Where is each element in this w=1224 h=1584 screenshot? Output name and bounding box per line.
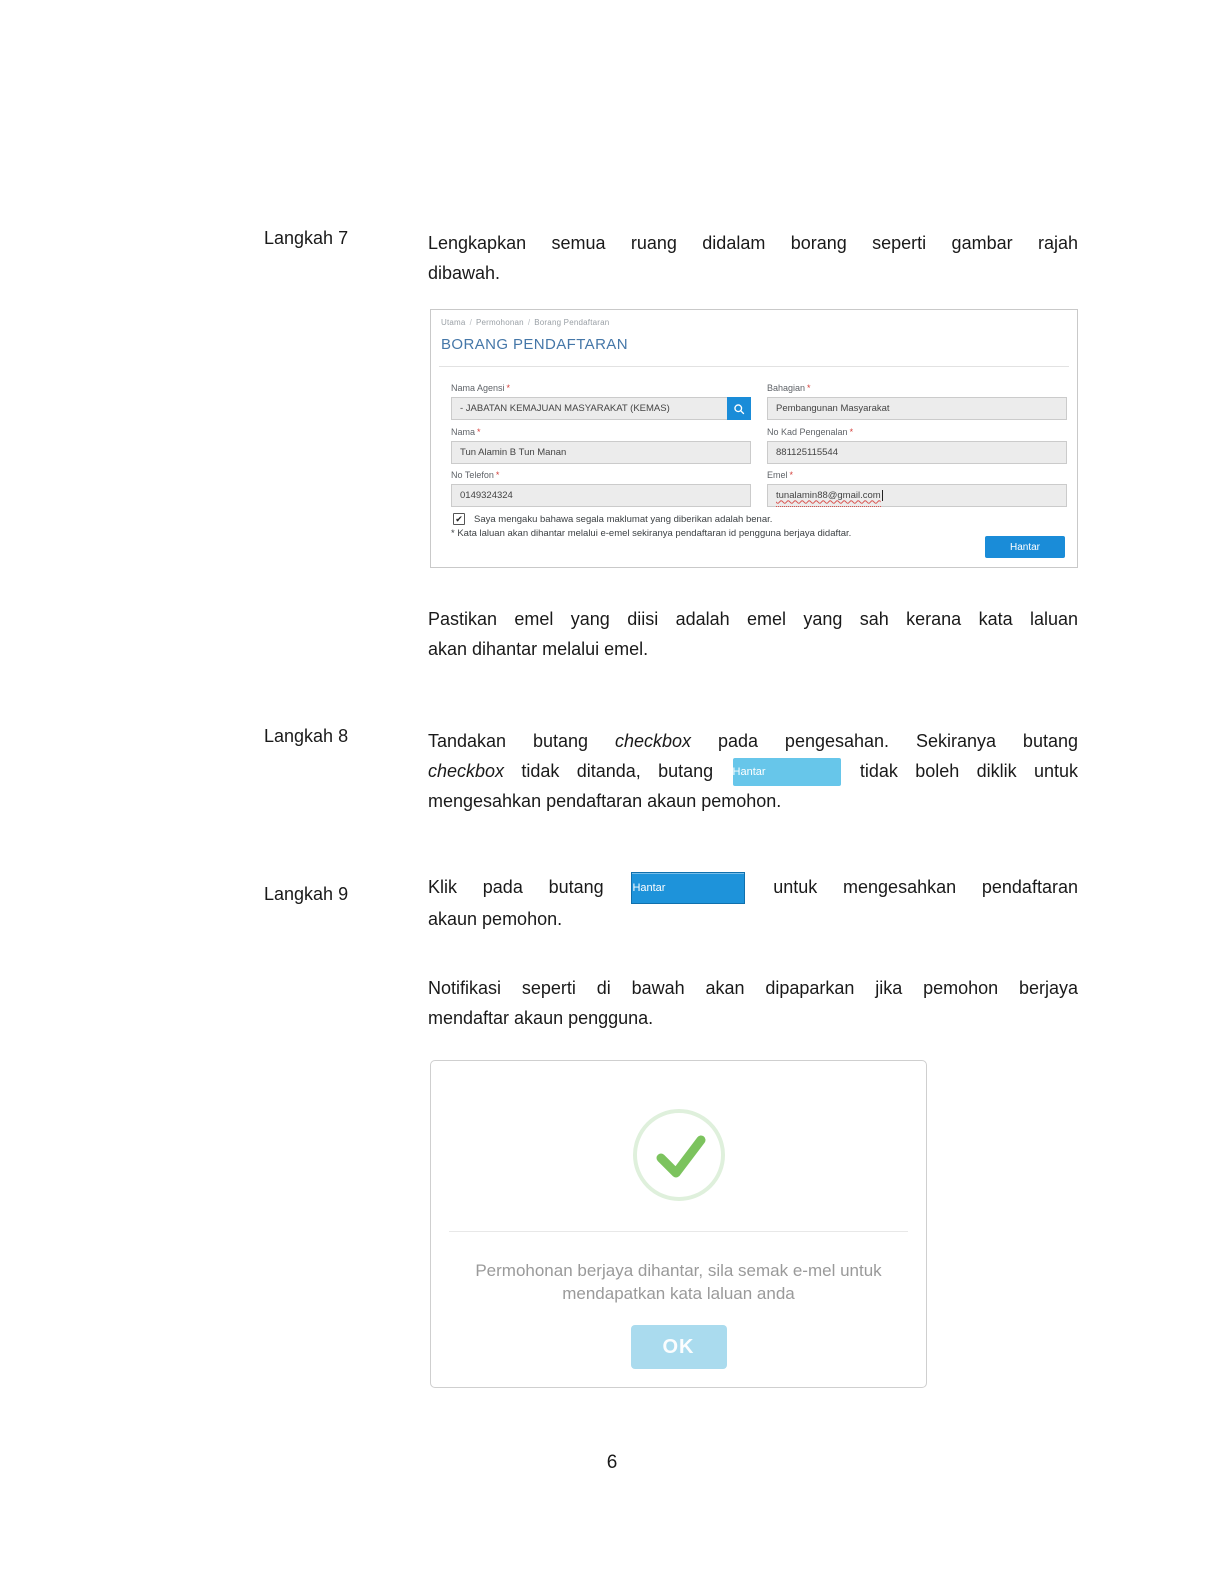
notification-note-line1: Notifikasi seperti di bawah akan dipaparkan jika pemohon berjaya — [428, 978, 1078, 998]
nama-input[interactable]: Tun Alamin B Tun Manan — [451, 441, 751, 464]
notification-note — [428, 973, 1078, 1033]
search-icon — [733, 403, 745, 415]
password-footnote: * Kata laluan akan dihantar melalui e-emel sekiranya pendaftaran id pengguna berjaya didaftar. — [451, 528, 852, 539]
no-telefon-input[interactable]: 0149324324 — [451, 484, 751, 507]
step8-body — [428, 726, 1078, 816]
step9-body — [428, 872, 1078, 934]
step8-label: Langkah 8 — [264, 726, 349, 746]
checkbox-word-italic: checkbox — [614, 731, 692, 751]
step8-line1: Tandakan butang checkbox pada pengesahan. Sekiranya butang — [428, 731, 1078, 751]
required-asterisk: * — [849, 427, 854, 437]
nama-agensi-input[interactable]: - JABATAN KEMAJUAN MASYARAKAT (KEMAS) — [451, 397, 751, 420]
bahagian-input[interactable]: Pembangunan Masyarakat — [767, 397, 1067, 420]
breadcrumb-separator: / — [469, 318, 472, 327]
notification-note-line2: mendaftar akaun pengguna. — [428, 1008, 654, 1028]
required-asterisk: * — [495, 470, 500, 480]
step9-label: Langkah 9 — [264, 884, 349, 904]
checkbox-label: Saya mengaku bahawa segala maklumat yang diberikan adalah benar. — [474, 513, 773, 525]
breadcrumb-separator: / — [527, 318, 531, 327]
step7-line2: dibawah. — [428, 263, 501, 283]
step8-line2: checkbox tidak ditanda, butang Hantar tidak boleh diklik untuk — [428, 756, 1078, 786]
breadcrumb — [441, 318, 609, 327]
email-note-line1: Pastikan emel yang diisi adalah emel yang sah kerana kata laluan — [428, 609, 1078, 629]
checkbox-checked-icon[interactable]: ✔ — [453, 513, 465, 525]
nama-label: Nama * — [451, 427, 481, 437]
required-asterisk: * — [807, 383, 811, 393]
breadcrumb-item-utama[interactable]: Utama — [441, 318, 466, 327]
step7-label: Langkah 7 — [264, 228, 349, 248]
required-asterisk: * — [506, 383, 511, 393]
step8-line3: mengesahkan pendaftaran akaun pemohon. — [428, 791, 782, 812]
agency-search-button[interactable] — [727, 397, 751, 420]
emel-label: Emel * — [767, 470, 794, 480]
dialog-divider — [449, 1231, 908, 1232]
nama-agensi-label: Nama Agensi * — [451, 383, 511, 393]
checkbox-word-italic: checkbox — [428, 761, 505, 781]
step9-line1: Klik pada butang Hantar untuk mengesahkan pendaftaran — [428, 872, 1078, 904]
form-title: BORANG PENDAFTARAN — [441, 336, 628, 353]
no-telefon-label: No Telefon * — [451, 470, 500, 480]
hantar-disabled-button-image: Hantar — [733, 758, 841, 786]
email-note — [428, 604, 1078, 664]
required-asterisk: * — [789, 470, 794, 480]
no-kad-pengenalan-label: No Kad Pengenalan * — [767, 427, 854, 437]
dialog-message-line1: Permohonan berjaya dihantar, sila semak e-mel untuk — [475, 1261, 882, 1280]
breadcrumb-item-permohonan[interactable]: Permohonan — [476, 318, 524, 327]
step9-line2: akaun pemohon. — [428, 909, 563, 930]
bahagian-label: Bahagian * — [767, 383, 811, 393]
registration-form-screenshot — [430, 309, 1078, 568]
success-check-icon — [631, 1107, 727, 1203]
success-dialog-screenshot — [430, 1060, 927, 1388]
page-number: 6 — [606, 1452, 618, 1473]
breadcrumb-item-borang-pendaftaran: Borang Pendaftaran — [534, 318, 610, 327]
dialog-message — [431, 1259, 926, 1305]
hantar-active-button-image: Hantar — [631, 872, 745, 904]
emel-input[interactable]: tunalamin88@gmail.com — [767, 484, 1067, 507]
step7-body — [428, 228, 1078, 288]
required-asterisk: * — [477, 427, 481, 437]
step7-line1: Lengkapkan semua ruang didalam borang seperti gambar rajah — [428, 233, 1078, 253]
title-divider — [439, 366, 1069, 367]
confirmation-checkbox-row[interactable] — [453, 513, 772, 525]
email-note-line2: akan dihantar melalui emel. — [428, 639, 649, 659]
dialog-message-line2: mendapatkan kata laluan anda — [562, 1284, 795, 1303]
ok-button[interactable]: OK — [631, 1325, 727, 1369]
text-cursor — [882, 490, 883, 501]
no-kad-pengenalan-input[interactable]: 881125115544 — [767, 441, 1067, 464]
hantar-submit-button[interactable]: Hantar — [985, 536, 1065, 558]
